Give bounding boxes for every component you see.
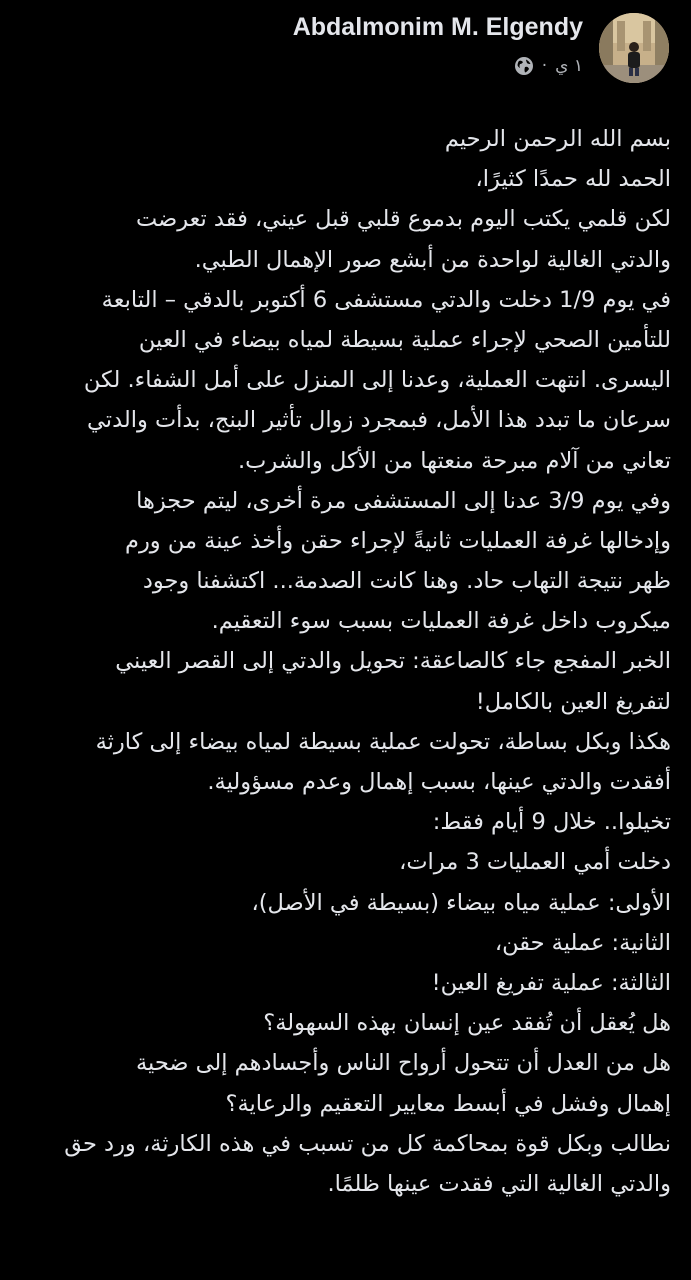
post-line: هل يُعقل أن تُفقد عين إنسان بهذه السهولة؟ — [263, 1010, 671, 1037]
globe-icon[interactable] — [514, 56, 534, 76]
post-line: في يوم 1/9 دخلت والدتي مستشفى 6 أكتوبر بالدقي – التابعة — [101, 286, 671, 313]
post-line: تخيلوا.. خلال 9 أيام فقط: — [432, 809, 671, 836]
post-line: للتأمين الصحي لإجراء عملية بسيطة لمياه بيضاء في العين — [138, 326, 671, 353]
author-avatar[interactable] — [599, 13, 669, 83]
post-line: لتفريغ العين بالكامل! — [475, 688, 671, 715]
post-line: الأولى: عملية مياه بيضاء (بسيطة في الأصل)، — [251, 889, 671, 916]
post-line: وإدخالها غرفة العمليات ثانيةً لإجراء حقن وأخذ عينة من ورم — [125, 527, 671, 554]
post-line: الثانية: عملية حقن، — [494, 929, 671, 956]
post-line: هكذا وبكل بساطة، تحولت عملية بسيطة لمياه بيضاء إلى كارثة — [95, 728, 671, 755]
post-line: إهمال وفشل في أبسط معايير التعقيم والرعاية؟ — [225, 1090, 671, 1117]
post-meta — [514, 56, 583, 76]
post-line: أفقدت والدتي عينها، بسبب إهمال وعدم مسؤولية. — [207, 769, 671, 795]
post-line: الخبر المفجع جاء كالصاعقة: تحويل والدتي إلى القصر العيني — [115, 648, 671, 675]
post-line: لكن قلمي يكتب اليوم بدموع قلبي قبل عيني، فقد تعرضت — [136, 206, 671, 233]
post-line: اليسرى. انتهت العملية، وعدنا إلى المنزل على أمل الشفاء. لكن — [83, 367, 671, 394]
post-line: تعاني من آلام مبرحة منعتها من الأكل والشرب. — [238, 447, 671, 474]
post-line: ميكروب داخل غرفة العمليات بسبب سوء التعقيم. — [211, 608, 671, 635]
post-time[interactable]: ١ ي — [555, 56, 583, 76]
post-line: دخلت أمي العمليات 3 مرات، — [399, 849, 671, 876]
post-line: بسم الله الرحمن الرحيم — [444, 126, 671, 152]
post-line: هل من العدل أن تتحول أرواح الناس وأجسادهم إلى ضحية — [135, 1050, 671, 1077]
post-line: نطالب وبكل قوة بمحاكمة كل من تسبب في هذه الكارثة، ورد حق — [64, 1130, 671, 1157]
post-line: وفي يوم 3/9 عدنا إلى المستشفى مرة أخرى، ليتم حجزها — [136, 487, 671, 514]
post-line: الثالثة: عملية تفريغ العين! — [431, 969, 671, 996]
post-line: ظهر نتيجة التهاب حاد. وهنا كانت الصدمة... اكتشفنا وجود — [142, 568, 671, 595]
post-line: سرعان ما تبدد هذا الأمل، فبمجرد زوال تأثير البنج، بدأت والدتي — [87, 407, 671, 434]
post-body — [18, 119, 671, 1204]
post-line: والدتي الغالية لواحدة من أبشع صور الإهمال الطبي. — [194, 246, 671, 273]
post-line: والدتي الغالية التي فقدت عينها ظلمًا. — [327, 1170, 671, 1197]
author-name[interactable]: Abdalmonim M. Elgendy — [292, 13, 583, 41]
post-line: الحمد لله حمدًا كثيرًا، — [475, 166, 671, 193]
post-header — [0, 0, 691, 92]
meta-separator: · — [541, 56, 548, 76]
